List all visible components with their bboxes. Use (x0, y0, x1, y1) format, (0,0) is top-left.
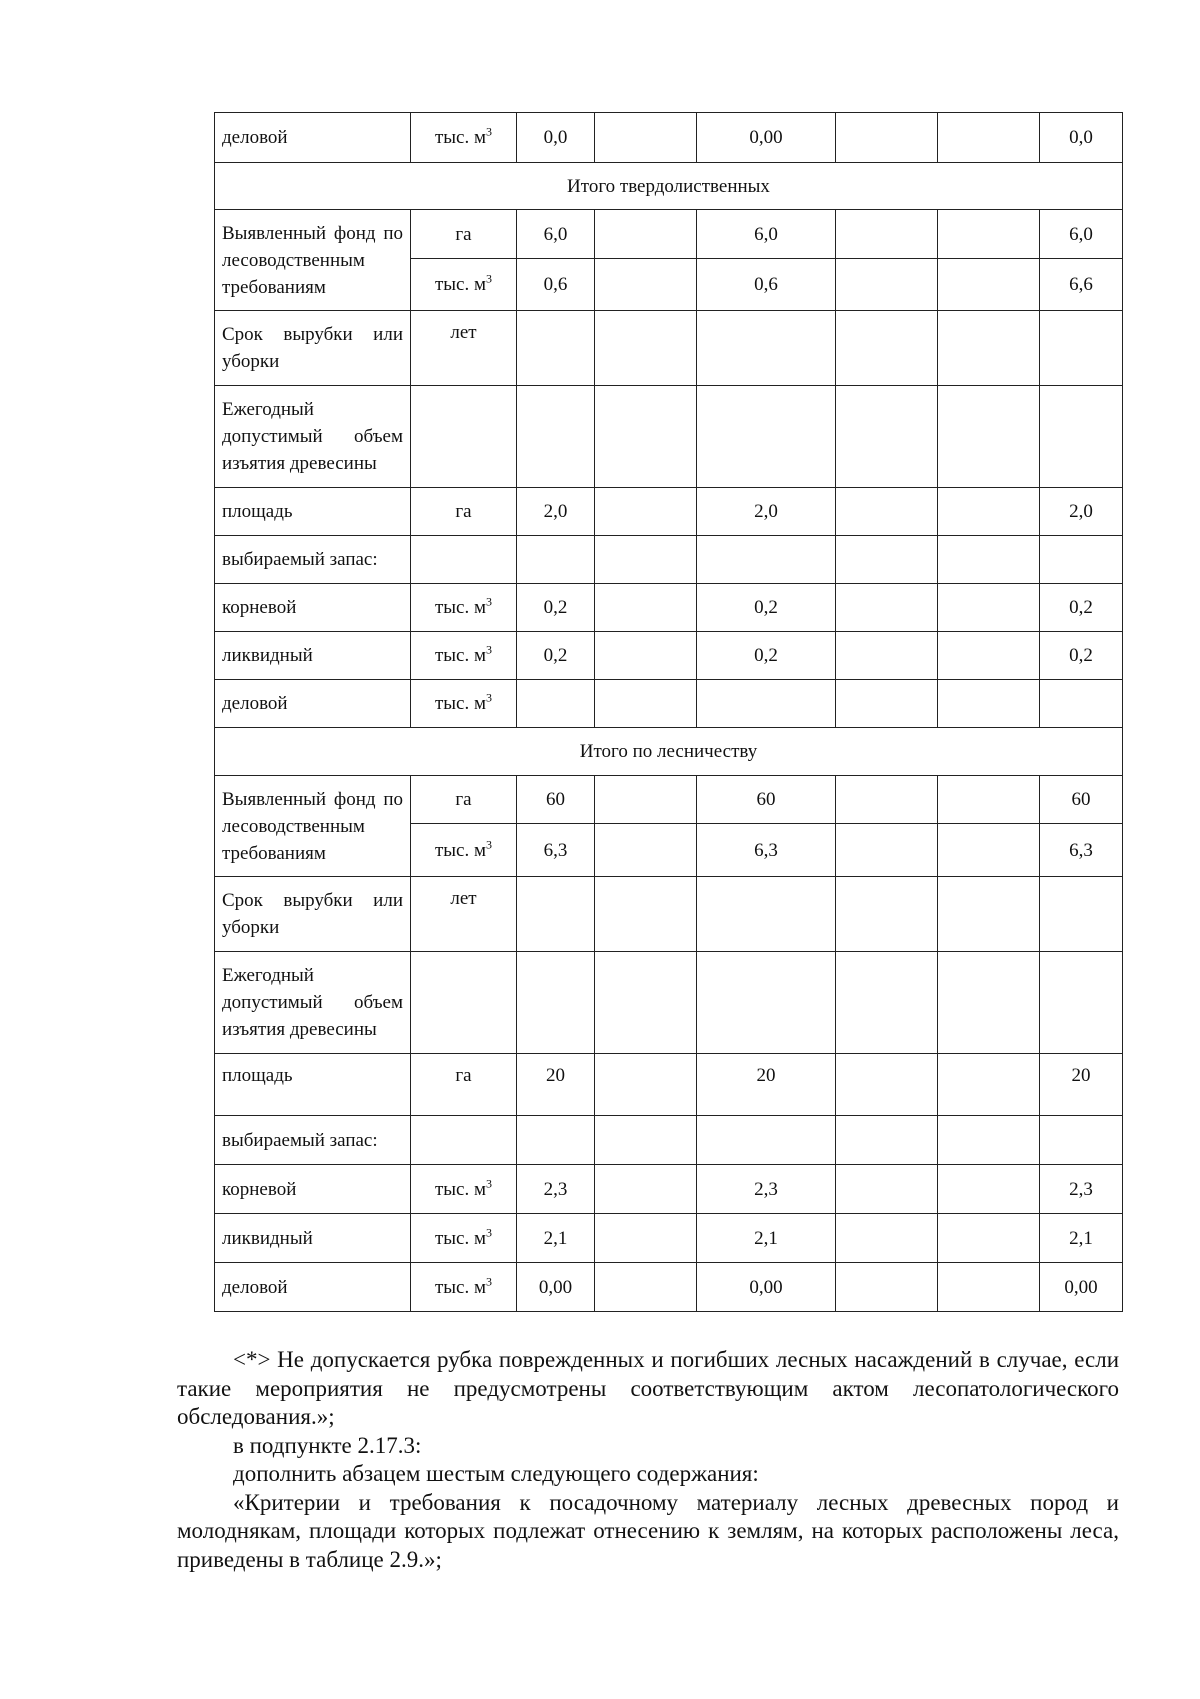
empty-cell (938, 311, 1040, 386)
row-label: Ежегодный допустимый объем изъятия древесины (215, 386, 411, 488)
empty-cell (836, 584, 938, 632)
table-row (215, 632, 1123, 680)
empty-cell (938, 113, 1040, 163)
empty-cell (595, 584, 697, 632)
unit-cell: тыс. $м^3$ (411, 1263, 517, 1312)
empty-cell (595, 680, 697, 728)
table-row (215, 113, 1123, 163)
empty-cell (938, 584, 1040, 632)
value-cell: 2,3 (697, 1165, 836, 1214)
supplement-paragraph: дополнить абзацем шестым следующего содержания: (233, 1461, 759, 1486)
empty-cell (411, 1116, 517, 1165)
table-row (215, 488, 1123, 536)
empty-cell (938, 632, 1040, 680)
empty-cell (697, 311, 836, 386)
unit-cell: тыс. $м^3$ (411, 113, 517, 163)
empty-cell (836, 259, 938, 311)
value-cell: 2,1 (697, 1214, 836, 1263)
empty-cell (938, 536, 1040, 584)
unit-cell: лет (411, 311, 517, 386)
empty-cell (938, 1263, 1040, 1312)
unit-cell: тыс. $м^3$ (411, 1165, 517, 1214)
unit-cell: га (411, 210, 517, 259)
empty-cell (938, 824, 1040, 877)
empty-cell (938, 488, 1040, 536)
unit-cell: лет (411, 877, 517, 952)
table-row (215, 776, 1123, 824)
row-label: Срок вырубки или уборки (215, 311, 411, 386)
table-row (215, 680, 1123, 728)
empty-cell (836, 113, 938, 163)
row-label: площадь (215, 1054, 411, 1116)
empty-cell (595, 776, 697, 824)
empty-cell (938, 386, 1040, 488)
empty-cell (595, 210, 697, 259)
value-cell: 0,00 (697, 1263, 836, 1312)
table-row (215, 952, 1123, 1054)
empty-cell (697, 536, 836, 584)
value-cell: 0,6 (517, 259, 595, 311)
row-label: ликвидный (215, 1214, 411, 1263)
empty-cell (938, 776, 1040, 824)
empty-cell (836, 877, 938, 952)
empty-cell (595, 1263, 697, 1312)
empty-cell (938, 952, 1040, 1054)
empty-cell (517, 877, 595, 952)
empty-cell (938, 680, 1040, 728)
value-cell: 2,1 (517, 1214, 595, 1263)
empty-cell (517, 952, 595, 1054)
empty-cell (595, 1165, 697, 1214)
empty-cell (595, 1214, 697, 1263)
value-cell: 6,3 (517, 824, 595, 877)
empty-cell (697, 386, 836, 488)
empty-cell (836, 386, 938, 488)
row-label: Срок вырубки или уборки (215, 877, 411, 952)
empty-cell (1040, 386, 1123, 488)
value-cell: 6,0 (697, 210, 836, 259)
empty-cell (1040, 877, 1123, 952)
row-label: деловой (215, 113, 411, 163)
subpoint-paragraph: в подпункте 2.17.3: (233, 1432, 422, 1458)
empty-cell (595, 952, 697, 1054)
value-cell: 0,0 (517, 113, 595, 163)
row-label: деловой (215, 1263, 411, 1312)
table-row (215, 386, 1123, 488)
empty-cell (517, 680, 595, 728)
criteria-paragraph: «Критерии и требования к посадочному материалу лесных древесных пород и молоднякам, площади которых подлежат отнесению к землям, на которых расположены леса, приведены в таблице 2.9.»; (177, 1489, 1119, 1572)
empty-cell (517, 386, 595, 488)
value-cell: 2,0 (697, 488, 836, 536)
table-row (215, 1214, 1123, 1263)
table-row (215, 536, 1123, 584)
value-cell: 0,00 (697, 113, 836, 163)
empty-cell (595, 536, 697, 584)
value-cell: 2,1 (1040, 1214, 1123, 1263)
empty-cell (697, 1116, 836, 1165)
empty-cell (836, 488, 938, 536)
row-label: Выявленный фонд по лесоводственным требованиям (215, 210, 411, 311)
value-cell: 2,0 (1040, 488, 1123, 536)
value-cell: 0,2 (1040, 584, 1123, 632)
value-cell: 60 (517, 776, 595, 824)
empty-cell (595, 311, 697, 386)
empty-cell (697, 680, 836, 728)
footnote-paragraph: <*> Не допускается рубка поврежденных и погибших лесных насаждений в случае, если такие мероприятия не предусмотрены соответствующим актом лесопатологического обследования.»; (177, 1347, 1119, 1429)
row-label: Выявленный фонд по лесоводственным требованиям (215, 776, 411, 877)
empty-cell (836, 1263, 938, 1312)
empty-cell (595, 824, 697, 877)
row-label: корневой (215, 1165, 411, 1214)
empty-cell (517, 536, 595, 584)
empty-cell (595, 488, 697, 536)
empty-cell (595, 1054, 697, 1116)
empty-cell (938, 1054, 1040, 1116)
table-row (215, 1263, 1123, 1312)
empty-cell (517, 1116, 595, 1165)
table-row (215, 311, 1123, 386)
table-row (215, 210, 1123, 259)
value-cell: 2,3 (1040, 1165, 1123, 1214)
value-cell: 6,6 (1040, 259, 1123, 311)
unit-cell: тыс. $м^3$ (411, 259, 517, 311)
empty-cell (938, 210, 1040, 259)
empty-cell (595, 1116, 697, 1165)
unit-cell: га (411, 776, 517, 824)
table-row (215, 584, 1123, 632)
row-label: Ежегодный допустимый объем изъятия древесины (215, 952, 411, 1054)
unit-cell: тыс. $м^3$ (411, 680, 517, 728)
empty-cell (938, 1165, 1040, 1214)
value-cell: 0,00 (517, 1263, 595, 1312)
empty-cell (697, 952, 836, 1054)
empty-cell (836, 1116, 938, 1165)
empty-cell (938, 1214, 1040, 1263)
value-cell: 2,0 (517, 488, 595, 536)
row-label: площадь (215, 488, 411, 536)
empty-cell (938, 259, 1040, 311)
value-cell: 20 (1040, 1054, 1123, 1116)
unit-cell: тыс. $м^3$ (411, 1214, 517, 1263)
value-cell: 20 (517, 1054, 595, 1116)
table-row (215, 163, 1123, 210)
empty-cell (836, 824, 938, 877)
body-text (177, 1346, 1119, 1574)
empty-cell (411, 386, 517, 488)
value-cell: 6,3 (1040, 824, 1123, 877)
empty-cell (836, 1214, 938, 1263)
value-cell: 0,6 (697, 259, 836, 311)
section-header: Итого твердолиственных (215, 163, 1123, 210)
value-cell: 60 (1040, 776, 1123, 824)
value-cell: 20 (697, 1054, 836, 1116)
row-label: ликвидный (215, 632, 411, 680)
table-row (215, 877, 1123, 952)
value-cell: 6,0 (517, 210, 595, 259)
value-cell: 0,2 (517, 632, 595, 680)
empty-cell (836, 210, 938, 259)
empty-cell (1040, 952, 1123, 1054)
table-row (215, 1054, 1123, 1116)
forest-data-table (214, 112, 1123, 1312)
value-cell: 0,00 (1040, 1263, 1123, 1312)
table-row (215, 1165, 1123, 1214)
unit-cell: га (411, 1054, 517, 1116)
empty-cell (836, 536, 938, 584)
row-label: выбираемый запас: (215, 1116, 411, 1165)
row-label: выбираемый запас: (215, 536, 411, 584)
value-cell: 60 (697, 776, 836, 824)
unit-cell: га (411, 488, 517, 536)
empty-cell (836, 952, 938, 1054)
value-cell: 0,2 (697, 584, 836, 632)
empty-cell (697, 877, 836, 952)
row-label: деловой (215, 680, 411, 728)
unit-cell: тыс. $м^3$ (411, 824, 517, 877)
empty-cell (595, 632, 697, 680)
empty-cell (595, 259, 697, 311)
value-cell: 6,0 (1040, 210, 1123, 259)
unit-cell: тыс. $м^3$ (411, 632, 517, 680)
empty-cell (517, 311, 595, 386)
table-row (215, 728, 1123, 776)
empty-cell (1040, 311, 1123, 386)
empty-cell (411, 536, 517, 584)
value-cell: 6,3 (697, 824, 836, 877)
empty-cell (836, 632, 938, 680)
empty-cell (595, 386, 697, 488)
empty-cell (595, 113, 697, 163)
empty-cell (836, 1054, 938, 1116)
empty-cell (836, 1165, 938, 1214)
empty-cell (938, 1116, 1040, 1165)
value-cell: 2,3 (517, 1165, 595, 1214)
section-header: Итого по лесничеству (215, 728, 1123, 776)
table-row (215, 1116, 1123, 1165)
empty-cell (836, 776, 938, 824)
value-cell: 0,2 (1040, 632, 1123, 680)
empty-cell (411, 952, 517, 1054)
empty-cell (938, 877, 1040, 952)
unit-cell: тыс. $м^3$ (411, 584, 517, 632)
value-cell: 0,2 (697, 632, 836, 680)
empty-cell (1040, 536, 1123, 584)
empty-cell (836, 680, 938, 728)
value-cell: 0,2 (517, 584, 595, 632)
empty-cell (1040, 680, 1123, 728)
empty-cell (1040, 1116, 1123, 1165)
value-cell: 0,0 (1040, 113, 1123, 163)
empty-cell (836, 311, 938, 386)
row-label: корневой (215, 584, 411, 632)
empty-cell (595, 877, 697, 952)
